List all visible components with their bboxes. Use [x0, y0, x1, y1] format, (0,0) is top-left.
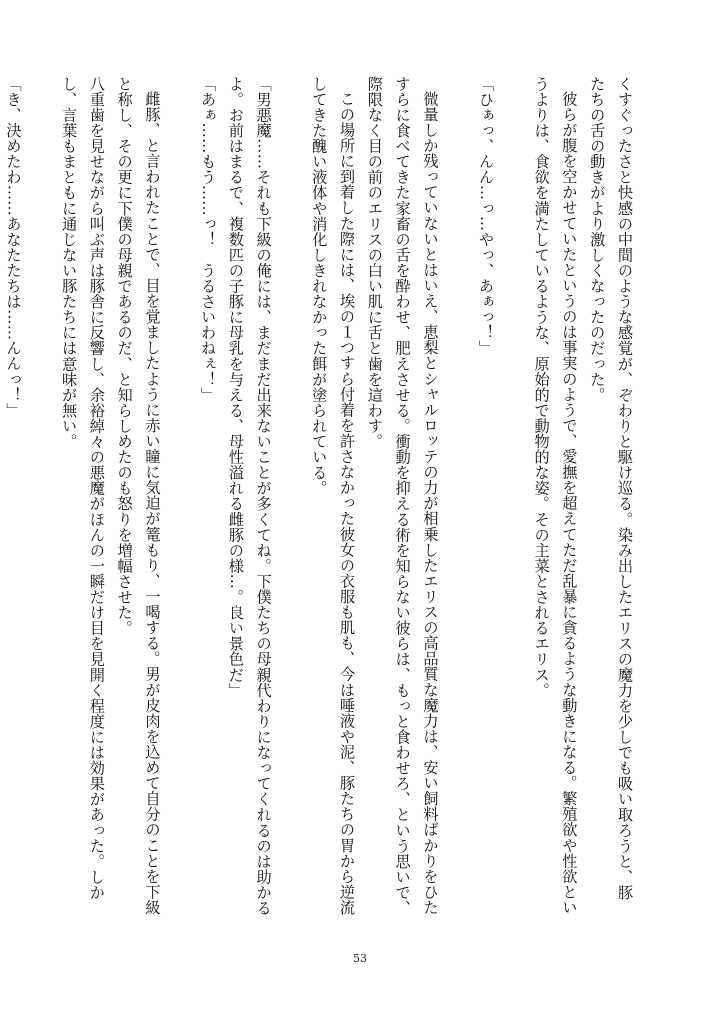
- text-line: すらに食べてきた家畜の舌を酔わせ、肥えさせる。衝動を抑える術を知らない彼らは、もっと食わせろ、という思いで、: [393, 76, 412, 916]
- text-line: たちの舌の動きがより激しくなったのだった。: [588, 76, 607, 403]
- dialogue-line: 「ひぁっ、んん…っ…やっ、あぁっ！」: [477, 76, 496, 356]
- dialogue-line: よ。お前はまるで、複数匹の子豚に母乳を与える、母性溢れる雌豚の様…。良い景色だ」: [226, 76, 245, 698]
- text-line: この場所に到着した際には、埃の１つすら付着を許さなかった彼女の衣服も肌も、今は唾液や泥、豚たちの胃から逆流: [338, 91, 357, 916]
- text-line: 雌豚、と言われたことで、目を覚ましたように赤い瞳に気迫が篭もり、一喝する。男が皮肉を込めて自分のことを下級: [143, 91, 162, 916]
- dialogue-line: 「あぁ……もう……っ！ うるさいわねぇ！」: [199, 76, 218, 403]
- blank-line: [165, 76, 193, 946]
- dialogue-line: 「き、決めたわ……あなたたちは……んんっ！」: [4, 76, 23, 419]
- text-line: と称し、その更に下僕の母親であるのだ、と知らしめたのも怒りを増幅させた。: [115, 76, 134, 636]
- text-line: くすぐったさと快感の中間のような感覚が、ぞわりと駆け巡る。染み出したエリスの魔力を少しでも吸い取ろうと、豚: [616, 76, 634, 901]
- text-line: 彼らが腹を空かせていたというのは事実のようで、愛撫を超えてただ乱暴に貪るような動きになる。繁殖欲や性欲とい: [560, 91, 579, 916]
- text-line: 微量しか残っていないとはいえ、恵梨とシャルロッテの力が相乗したエリスの高品質な魔力は、安い飼料ばかりをひた: [421, 91, 440, 916]
- blank-line: [277, 76, 305, 946]
- page-number: 53: [353, 952, 367, 965]
- text-line: うよりは、食欲を満たしているような、原始的で動物的な姿。その主菜とされるエリス。: [532, 76, 551, 698]
- blank-line: [26, 76, 54, 946]
- text-line: し、言葉もまともに通じない豚たちには意味が無い。: [60, 76, 79, 450]
- text-line: してきた醜い液体や消化しきれなかった餌が塗られている。: [310, 76, 329, 496]
- blank-line: [443, 76, 471, 946]
- blank-line: [499, 76, 527, 946]
- dialogue-line: 「男悪魔……それも下級の俺には、まだまだ出来ないことが多くてね。下僕たちの母親代わりになってくれるのは助かる: [254, 76, 273, 916]
- vertical-text-body: [4, 76, 638, 946]
- text-line: 際限なく目の前のエリスの白い肌に舌と歯を這わす。: [365, 76, 384, 450]
- text-line: 八重歯を見せながら叫ぶ声は豚舎に反響し、余裕綽々の悪魔がほんの一瞬だけ目を見開く程度には効果があった。しか: [87, 76, 106, 901]
